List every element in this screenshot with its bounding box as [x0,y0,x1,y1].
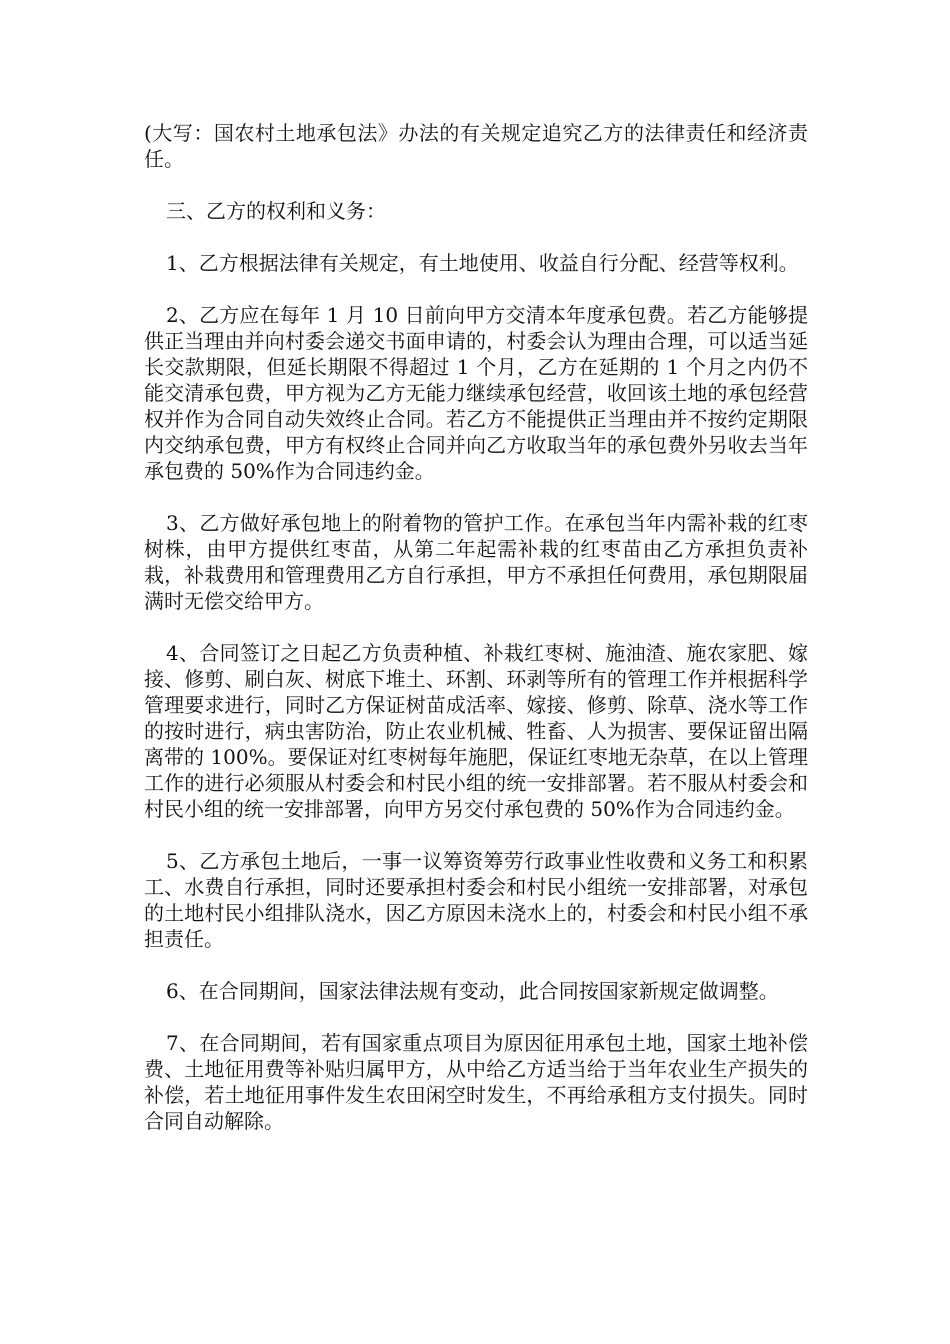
clause-4: 4、合同签订之日起乙方负责种植、补栽红枣树、施油渣、施农家肥、嫁接、修剪、刷白灰、树底下堆土、环割、环剥等所有的管理工作并根据科学管理要求进行，同时乙方保证树苗成活率、嫁接、修剪、除草、浇水等工作的按时进行，病虫害防治，防止农业机械、牲畜、人为损害、要保证留出隔离带的 100%。要保证对红枣树每年施肥，保证红枣地无杂草，在以上管理工作的进行必须服从村委会和村民小组的统一安排部署。若不服从村委会和村民小组的统一安排部署，向甲方另交付承包费的 50%作为合同违约金。 [144,641,808,821]
clause-2: 2、乙方应在每年 1 月 10 日前向甲方交清本年度承包费。若乙方能够提供正当理由并向村委会递交书面申请的，村委会认为理由合理，可以适当延长交款期限，但延长期限不得超过 1 个月，乙方在延期的 1 个月之内仍不能交清承包费，甲方视为乙方无能力继续承包经营，收回该土地的承包经营权并作为合同自动失效终止合同。若乙方不能提供正当理由并不按约定期限内交纳承包费，甲方有权终止合同并向乙方收取当年的承包费外另收去当年承包费的 50%作为合同违约金。 [144,303,808,483]
paragraph-continuation: (大写：国农村土地承包法》办法的有关规定追究乙方的法律责任和经济责任。 [144,121,808,171]
clause-3: 3、乙方做好承包地上的附着物的管护工作。在承包当年内需补栽的红枣树株，由甲方提供红枣苗，从第二年起需补栽的红枣苗由乙方承担负责补栽，补栽费用和管理费用乙方自行承担，甲方不承担任何费用，承包期限届满时无偿交给甲方。 [144,511,808,613]
clause-5: 5、乙方承包土地后，一事一议筹资筹劳行政事业性收费和义务工和积累工、水费自行承担，同时还要承担村委会和村民小组统一安排部署，对承包的土地村民小组排队浇水，因乙方原因未浇水上的，村委会和村民小组不承担责任。 [144,849,808,951]
document-body [144,120,808,1160]
clause-1: 1、乙方根据法律有关规定，有土地使用、收益自行分配、经营等权利。 [166,251,799,275]
clause-7: 7、在合同期间，若有国家重点项目为原因征用承包土地，国家土地补偿费、土地征用费等补贴归属甲方，从中给乙方适当给于当年农业生产损失的补偿，若土地征用事件发生农田闲空时发生，不再给承租方支付损失。同时合同自动解除。 [144,1031,808,1133]
clause-6: 6、在合同期间，国家法律法规有变动，此合同按国家新规定做调整。 [166,979,779,1003]
section-heading-party-b-rights: 三、乙方的权利和义务： [166,199,386,223]
